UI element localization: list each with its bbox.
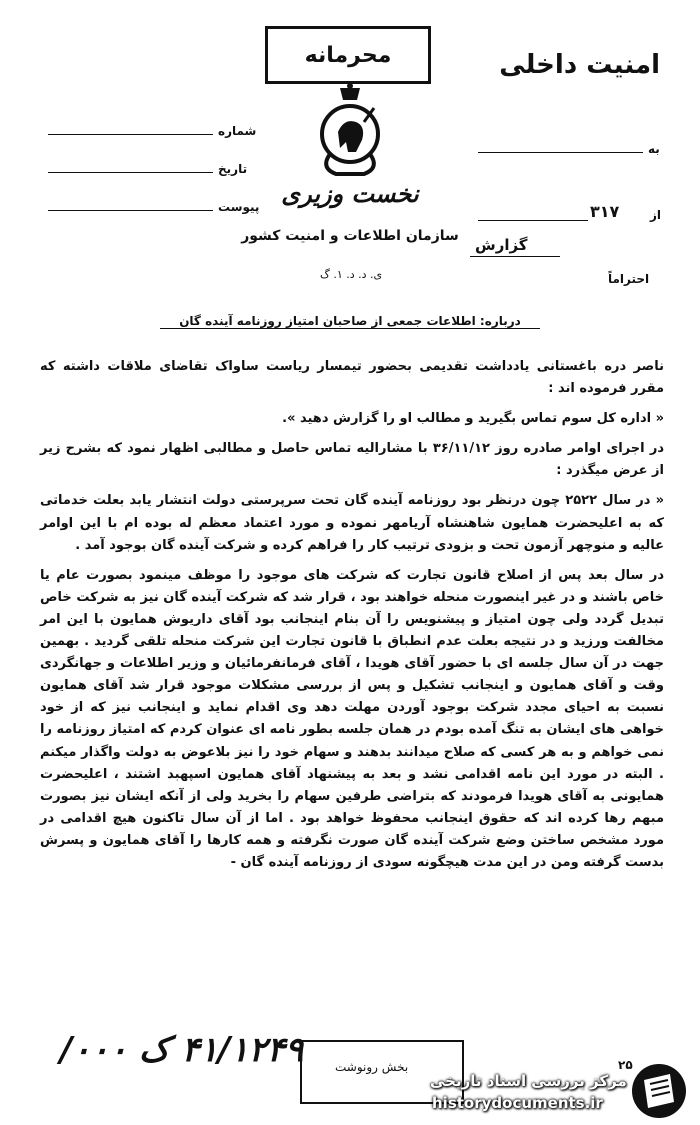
to-field-line bbox=[478, 152, 643, 153]
organization-name: سازمان اطلاعات و امنیت کشور bbox=[241, 228, 459, 244]
classification-label: امنیت داخلی bbox=[499, 50, 660, 80]
body-paragraph: در اجرای اوامر صادره روز ۳۶/۱۱/۱۲ با مشارالیه تماس حاصل و مطالبی اظهار نمود که بشرح زیر از عرض میگذرد : bbox=[40, 441, 664, 479]
watermark-url: historydocuments.ir bbox=[432, 1094, 603, 1112]
report-label: گزارش bbox=[475, 236, 528, 254]
from-field-line bbox=[478, 220, 588, 221]
organization-title: نخست وزیری bbox=[281, 180, 419, 208]
confidential-stamp-text: محرمانه bbox=[304, 42, 392, 68]
page-number: ۲۵ bbox=[618, 1058, 633, 1072]
confidential-stamp bbox=[265, 26, 431, 84]
letter-body bbox=[40, 356, 664, 882]
subject-line: درباره: اطلاعات جمعی از صاحبان امتیاز روزنامه آینده گان bbox=[160, 314, 540, 329]
to-field-label: به bbox=[648, 142, 660, 156]
attachment-field-label: پیوست bbox=[218, 200, 260, 214]
from-field-value: ۳۱۷ bbox=[590, 202, 620, 221]
organization-code: ی. د. د. ۱. گ bbox=[320, 268, 383, 281]
lion-and-sun-emblem-icon bbox=[300, 82, 400, 182]
number-field-label: شماره bbox=[218, 124, 257, 138]
body-paragraph: ناصر دره باغستانی یادداشت تقدیمی بحضور تیمسار ریاست ساواک تقاضای ملاقات داشته که مقرر فرموده اند : bbox=[40, 359, 664, 397]
attachment-field-line bbox=[48, 210, 213, 211]
body-paragraph: « در سال ۲۵۲۲ چون درنظر بود روزنامه آینده گان تحت سرپرستی دولت انتشار یابد بعلت خدماتی که به اعلیحضرت همایون شاهنشاه آریامهر نموده و مورد اعتماد معظم له بوده ام با این اوامر عالیه و منوچهر آزمون تحت و بزودی ترتیب کار را فراهم کرده و شرکت آینده گان بوجود آمد . bbox=[40, 493, 665, 553]
signature-box-text: بخش رونوشت bbox=[335, 1060, 409, 1074]
from-field-label: از bbox=[650, 208, 662, 222]
salutation: احتراماً bbox=[608, 272, 650, 286]
handwritten-reference: ۴۱/۱۲۴۹ ک ۰۰۰/ bbox=[60, 1030, 304, 1070]
archive-logo-icon bbox=[630, 1062, 688, 1120]
number-field-line bbox=[48, 134, 213, 135]
date-field-line bbox=[48, 172, 213, 173]
report-line bbox=[470, 256, 560, 257]
body-paragraph: « اداره کل سوم تماس بگیرید و مطالب او را گزارش دهید ». bbox=[282, 411, 664, 427]
watermark-text: مرکز بررسی اسناد تاریخی bbox=[430, 1072, 627, 1090]
body-paragraph: در سال بعد پس از اصلاح قانون تجارت که شرکت های موجود را موظف مینمود بصورت عام یا خاص باشند و در غیر اینصورت منحله خواهند بود ، قرار شد که شرکت آینده گان نیز به شرکت خاص تبدیل گردد ولی چون امتیاز و پیشنویس را آن بنام اینجانب بود آقای داریوش همایون با این امر مخالفت ورزید و در نتیجه بعلت عدم انطباق با قانون تجارت این شرکت منحله تلقی گردید . بهمین جهت در آن سال جلسه ای با حضور آقای هویدا ، آقای فرمانفرمائیان و وزیر اطلاعات و جهانگردی وقت و آقای همایون و اینجانب تشکیل و پس از بررسی مشکلات موجود قرار شد آقای همایون نسبت به احیای مجدد شرکت بوجود آوردن مهلت دهد وی اقدام نماید و اینجانب نیز که از خود خواهی های ایشان به تنگ آمده بودم در همان جلسه بطور نامه ای عنوان کردم که امتیاز روزنامه را نمی خواهم و به هر کسی که صلاح میدانند بدهند و سهام خود را نیز بلاعوض به دولت واگذار میکنم . البته در مورد این نامه اقدامی نشد و بعد به پیشنهاد آقای همایون اسپهبد اشتند ، اعلیحضرت همایونی به آقای هویدا فرمودند که بتراضی طرفین سهام را بخرید ولی از آنکه ایشان نیز بصورت مبهم رها کرده اند که حقوق اینجانب محفوظ خواهد بود . اما از آن سال تاکنون هیچ اقدامی در مورد مشخص ساختن وضع شرکت آینده گان صورت نگرفته و همه کارها را آقای همایون و پسرش بدست گرفته ومن در این مدت هیچگونه سودی از روزنامه آینده گان - bbox=[40, 567, 664, 870]
date-field-label: تاریخ bbox=[218, 162, 248, 176]
